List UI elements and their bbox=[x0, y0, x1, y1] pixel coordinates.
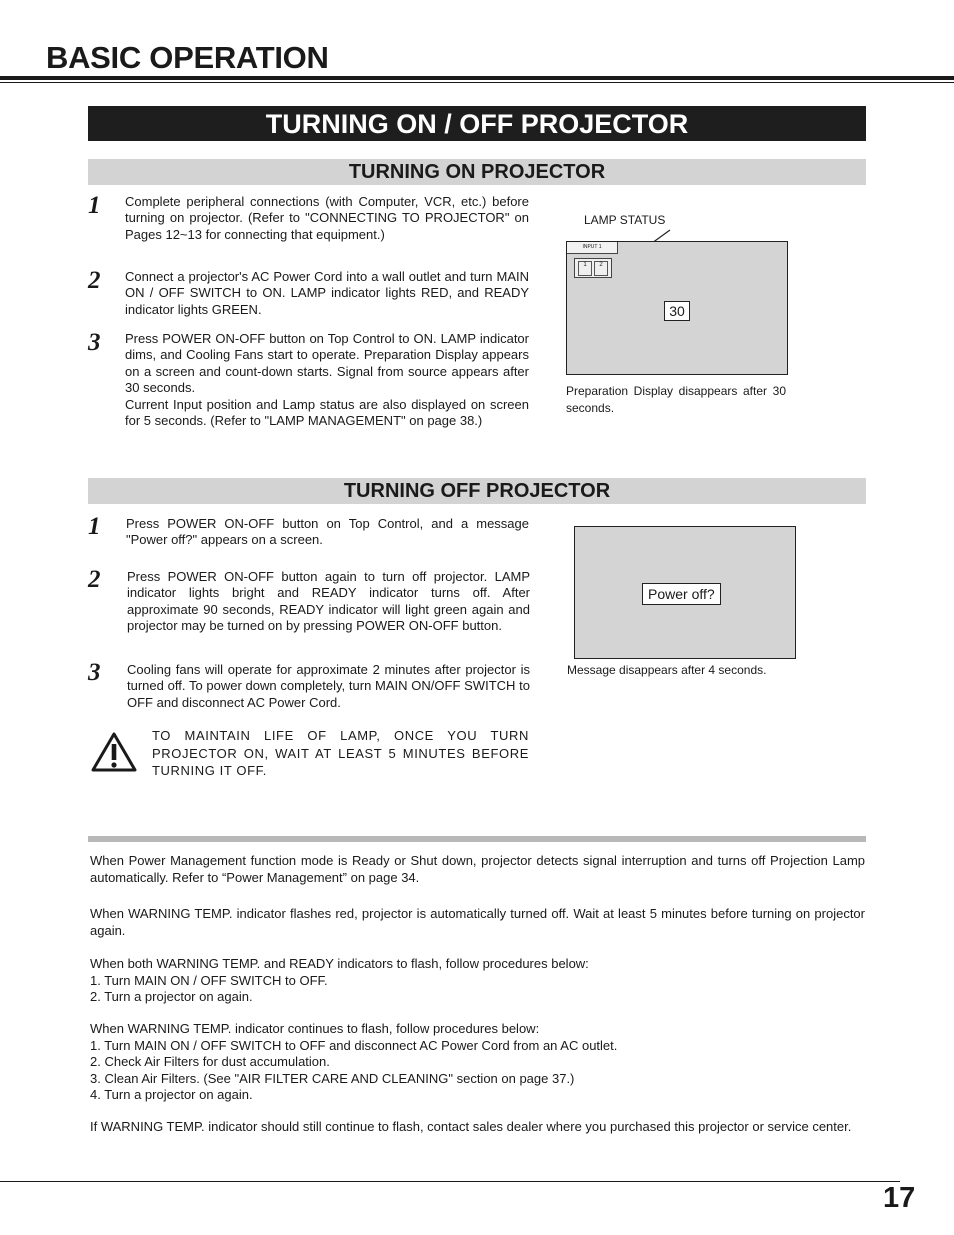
warning-text: TO MAINTAIN LIFE OF LAMP, ONCE YOU TURN PROJECTOR ON, WAIT AT LEAST 5 MINUTES BEFORE TURNING IT OFF. bbox=[152, 728, 529, 778]
note-continues-flash bbox=[90, 1021, 865, 1104]
step-number: 1 bbox=[88, 513, 101, 540]
note-power-management: When Power Management function mode is Ready or Shut down, projector detects signal interruption and turns off Projection Lamp automatically. Refer to “Power Management” on page 34. bbox=[90, 853, 865, 885]
header-rule bbox=[0, 76, 954, 80]
note-intro: When WARNING TEMP. indicator continues to flash, follow procedures below: bbox=[90, 1021, 540, 1036]
off-step-1-text: Press POWER ON-OFF button on Top Control, and a message "Power off?" appears on a screen. bbox=[126, 516, 529, 548]
header-rule-thin bbox=[0, 82, 954, 83]
note-both-indicators bbox=[90, 956, 865, 1006]
page-number: 17 bbox=[883, 1182, 916, 1214]
on-step-3-para1: Press POWER ON-OFF button on Top Control to ON. LAMP indicator dims, and Cooling Fans start to operate. Preparation Display appears on a screen and count-down starts. Signal from source appears after 30 seconds. bbox=[125, 331, 529, 396]
off-step-3-text: Cooling fans will operate for approximate 2 minutes after projector is turned off. To power down completely, turn MAIN ON/OFF SWITCH to OFF and disconnect AC Power Cord. bbox=[127, 662, 530, 710]
lamp-2-icon: 2 bbox=[594, 261, 608, 276]
note-item: 4. Turn a projector on again. bbox=[90, 1087, 253, 1102]
off-step-2-text: Press POWER ON-OFF button again to turn off projector. LAMP indicator lights bright and READY indicator turns off. After approximate 90 seconds, READY indicator will light green again and projector may be turned on by pressing POWER ON-OFF button. bbox=[127, 569, 530, 634]
preparation-display bbox=[566, 241, 788, 375]
note-contact-dealer: If WARNING TEMP. indicator should still continue to flash, contact sales dealer where you purchased this projector or service center. bbox=[90, 1119, 852, 1134]
countdown-display: 30 bbox=[664, 301, 690, 321]
footer-rule bbox=[0, 1181, 900, 1182]
note-item: 2. Check Air Filters for dust accumulation. bbox=[90, 1054, 330, 1069]
lamp-status-box bbox=[574, 258, 612, 278]
note-warning-temp: When WARNING TEMP. indicator flashes red, projector is automatically turned off. Wait at least 5 minutes before turning on projector again. bbox=[90, 906, 865, 938]
on-step-1-text: Complete peripheral connections (with Computer, VCR, etc.) before turning on projector. (Refer to "CONNECTING TO PROJECTOR" on Pages 12~13 for connecting that equipment.) bbox=[125, 194, 529, 242]
step-number: 3 bbox=[88, 329, 101, 356]
note-item: 1. Turn MAIN ON / OFF SWITCH to OFF. bbox=[90, 972, 328, 988]
on-step-3-para2: Current Input position and Lamp status are also displayed on screen for 5 seconds. (Refer to "LAMP MANAGEMENT" on page 38.) bbox=[125, 396, 529, 429]
page-title: TURNING ON / OFF PROJECTOR bbox=[88, 106, 866, 141]
lamp-1-icon: 1 bbox=[578, 261, 592, 276]
note-intro: When both WARNING TEMP. and READY indicators to flash, follow procedures below: bbox=[90, 956, 589, 971]
power-off-display bbox=[574, 526, 796, 659]
step-number: 1 bbox=[88, 192, 101, 219]
section-title: BASIC OPERATION bbox=[46, 40, 329, 75]
turning-on-heading: TURNING ON PROJECTOR bbox=[88, 159, 866, 185]
step-number: 3 bbox=[88, 659, 101, 686]
input-indicator: INPUT 1 bbox=[567, 242, 618, 254]
power-off-message: Power off? bbox=[642, 583, 721, 605]
turning-off-heading: TURNING OFF PROJECTOR bbox=[88, 478, 866, 504]
lamp-status-label: LAMP STATUS bbox=[584, 213, 666, 227]
power-off-caption: Message disappears after 4 seconds. bbox=[567, 663, 767, 677]
on-step-2-text: Connect a projector's AC Power Cord into a wall outlet and turn MAIN ON / OFF SWITCH to ON. LAMP indicator lights RED, and READY indicator lights GREEN. bbox=[125, 269, 529, 317]
step-number: 2 bbox=[88, 267, 101, 294]
note-item: 2. Turn a projector on again. bbox=[90, 989, 253, 1004]
on-step-3-text bbox=[125, 331, 529, 429]
warning-icon bbox=[90, 730, 138, 774]
divider bbox=[88, 836, 866, 842]
preparation-caption: Preparation Display disappears after 30 seconds. bbox=[566, 384, 786, 415]
step-number: 2 bbox=[88, 566, 101, 593]
note-item: 1. Turn MAIN ON / OFF SWITCH to OFF and disconnect AC Power Cord from an AC outlet. bbox=[90, 1037, 618, 1053]
note-item: 3. Clean Air Filters. (See "AIR FILTER CARE AND CLEANING" section on page 37.) bbox=[90, 1070, 575, 1086]
